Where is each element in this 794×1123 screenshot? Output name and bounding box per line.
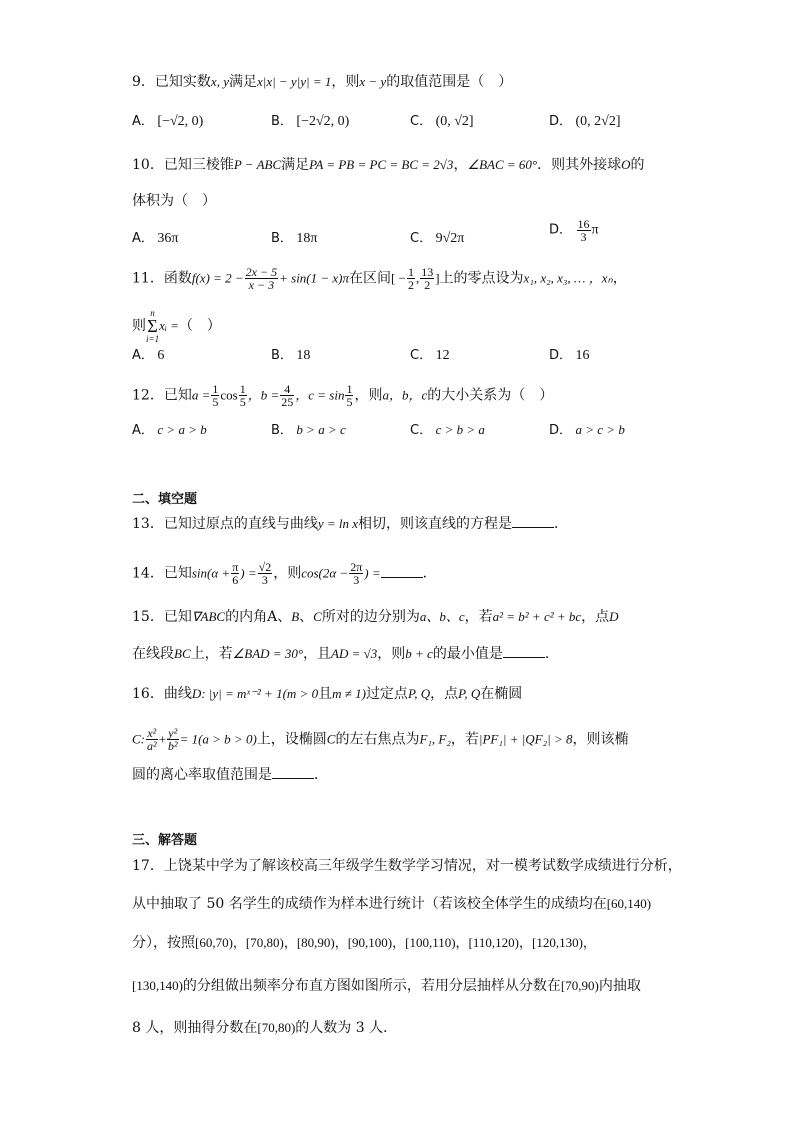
text: 内抽取 bbox=[598, 978, 641, 994]
option-label: D． bbox=[549, 348, 573, 363]
text: 的人数为 3 人． bbox=[295, 1020, 398, 1036]
option-label: D． bbox=[549, 114, 573, 129]
option-value: (0, √2] bbox=[435, 114, 474, 129]
text: ，点 bbox=[430, 686, 459, 702]
math: |PF₁| + |QF₂| > 8 bbox=[478, 731, 573, 747]
text: ，点 bbox=[581, 609, 610, 625]
math: + bbox=[158, 731, 166, 747]
text: 从中抽取了 50 名学生的成绩作为样本进行统计（若该校全体学生的成绩均在 bbox=[132, 896, 607, 912]
fraction bbox=[280, 383, 294, 408]
fraction bbox=[211, 383, 219, 408]
answer-blank[interactable] bbox=[503, 645, 545, 658]
question-11-line2 bbox=[132, 308, 221, 344]
text: 满足 bbox=[281, 157, 310, 173]
answer-blank[interactable] bbox=[272, 766, 314, 779]
numerator: π bbox=[232, 560, 239, 574]
text: 的 bbox=[630, 157, 645, 173]
text: 8 人，则抽得分数在 bbox=[132, 1020, 258, 1036]
numerator: 1 bbox=[346, 382, 353, 396]
question-17-line2 bbox=[132, 894, 651, 914]
text: 的左右焦点为 bbox=[335, 731, 420, 748]
text: 在线段 bbox=[132, 646, 174, 662]
text: 相切，则该直线的方程是 bbox=[358, 516, 513, 532]
text: ， bbox=[612, 270, 627, 287]
section-heading-solutions: 三、解答题 bbox=[132, 833, 198, 848]
text: 上，若 bbox=[190, 646, 233, 662]
math: ∠BAD = 30° bbox=[232, 646, 304, 661]
question-number: 12． bbox=[132, 387, 164, 404]
question-12-stem bbox=[132, 383, 553, 408]
fraction bbox=[239, 383, 247, 408]
math: BC bbox=[174, 646, 191, 661]
math: C bbox=[313, 609, 322, 624]
math: ) = bbox=[364, 565, 381, 581]
math: [130,140) bbox=[132, 978, 183, 993]
math: x₁, x₂, x₃, … ，xₙ bbox=[523, 270, 613, 286]
text: 已知实数 bbox=[154, 74, 211, 90]
text: ，则 bbox=[273, 565, 302, 582]
text: 曲线 bbox=[163, 686, 192, 702]
text: ．则其外接球 bbox=[537, 157, 622, 173]
numerator: y² bbox=[168, 726, 178, 740]
denominator: 5 bbox=[346, 395, 353, 409]
option-label: D． bbox=[549, 222, 573, 238]
option-label: A． bbox=[132, 348, 154, 363]
math: m ≠ 1) bbox=[332, 686, 366, 701]
denominator: 2 bbox=[424, 278, 431, 292]
fraction bbox=[258, 561, 273, 586]
denominator: 6 bbox=[232, 573, 239, 587]
math: PA = PB = PC = BC = 2√3 bbox=[309, 157, 454, 172]
denominator: 5 bbox=[239, 395, 246, 409]
option-value: 16 bbox=[575, 348, 590, 363]
option-label: C． bbox=[410, 114, 433, 129]
q9-option-a[interactable] bbox=[132, 112, 203, 132]
math: x − y bbox=[359, 74, 387, 89]
math: ，c = sin bbox=[295, 387, 345, 403]
math: ) = bbox=[240, 565, 257, 581]
denominator: 25 bbox=[281, 395, 294, 409]
math: a，b，c bbox=[382, 387, 428, 403]
numerator: 1 bbox=[407, 265, 414, 279]
option-label: C． bbox=[410, 231, 433, 246]
option-label: A． bbox=[132, 423, 154, 438]
q10-option-d[interactable] bbox=[549, 218, 599, 243]
q11-option-a[interactable] bbox=[132, 346, 164, 366]
text: 函数 bbox=[163, 270, 192, 287]
denominator: 3 bbox=[353, 573, 360, 587]
math: C bbox=[326, 731, 336, 747]
question-number: 15． bbox=[132, 609, 164, 625]
math: ∠BAC = 60° bbox=[467, 157, 538, 172]
math: P − ABC bbox=[233, 157, 282, 172]
option-label: C． bbox=[410, 348, 433, 363]
option-label: B． bbox=[271, 348, 293, 363]
q12-option-c[interactable] bbox=[410, 420, 485, 441]
option-value: 18π bbox=[296, 231, 318, 246]
text: ． bbox=[544, 646, 559, 662]
math: a² = b² + c² + bc bbox=[492, 609, 582, 624]
question-9-stem bbox=[132, 72, 512, 92]
option-value: 6 bbox=[157, 348, 165, 363]
question-16-line3 bbox=[132, 765, 328, 785]
question-16-line2 bbox=[132, 727, 628, 752]
text: ，若 bbox=[450, 731, 479, 748]
text: 已知 bbox=[163, 565, 192, 582]
fraction bbox=[577, 218, 591, 243]
option-label: B． bbox=[271, 231, 293, 246]
question-number: 16． bbox=[132, 686, 164, 702]
sum-lower: i=1 bbox=[146, 334, 160, 344]
fraction bbox=[345, 383, 353, 408]
text: 在区间 bbox=[349, 270, 392, 287]
option-value: [−2√2, 0) bbox=[296, 114, 350, 129]
option-label: D． bbox=[549, 423, 573, 438]
option-label: A． bbox=[132, 231, 154, 246]
math: C: bbox=[132, 731, 145, 747]
option-label: B． bbox=[271, 114, 293, 129]
text: 已知过原点的直线与曲线 bbox=[163, 516, 318, 532]
option-value: 36π bbox=[157, 231, 179, 246]
math: [ − bbox=[391, 270, 406, 286]
question-11-stem bbox=[132, 266, 627, 291]
q12-option-d[interactable] bbox=[549, 420, 625, 441]
question-number: 10． bbox=[132, 157, 164, 173]
text: 且 bbox=[318, 686, 333, 702]
text: ，则该椭 bbox=[572, 731, 629, 748]
text: ，则 bbox=[377, 646, 406, 662]
math: D bbox=[609, 609, 619, 624]
math: xᵢ = bbox=[159, 318, 179, 333]
numerator: 1 bbox=[239, 382, 246, 396]
question-number: 11． bbox=[132, 270, 164, 287]
math: b + c bbox=[405, 646, 433, 661]
text: 的取值范围是（ ） bbox=[386, 74, 513, 90]
denominator: 2 bbox=[407, 278, 414, 292]
q11-option-c[interactable] bbox=[410, 346, 450, 366]
numerator: 1 bbox=[212, 382, 219, 396]
text: 的内角A、 bbox=[225, 609, 292, 625]
option-value: b > a > c bbox=[296, 422, 346, 437]
text: 过定点 bbox=[365, 686, 408, 702]
math: ，b = bbox=[247, 387, 280, 403]
question-10-stem: 10．已知三棱锥P − ABC满足PA = PB = PC = BC = 2√3，∠BAC = 60°．则其外接球O的 bbox=[132, 157, 645, 173]
text: 的大小关系为（ ） bbox=[427, 387, 554, 404]
option-label: C． bbox=[410, 423, 433, 438]
option-label: B． bbox=[271, 423, 293, 438]
summation bbox=[146, 308, 159, 344]
option-value: c > b > a bbox=[435, 422, 485, 437]
math: a = bbox=[191, 387, 211, 403]
math: x, y bbox=[210, 74, 229, 89]
text: 在椭圆 bbox=[480, 686, 523, 702]
text: 分），按照 bbox=[132, 935, 195, 951]
math: a、b、c bbox=[419, 609, 465, 624]
text: ，则 bbox=[331, 74, 360, 90]
math: [60,140) bbox=[606, 896, 652, 911]
math: cos bbox=[220, 387, 238, 403]
math: ∇ABC bbox=[191, 609, 226, 624]
math: P, Q bbox=[458, 686, 481, 701]
question-number: 13． bbox=[132, 516, 164, 532]
math: ] bbox=[435, 270, 440, 286]
fraction bbox=[146, 727, 158, 752]
math: y = ln x bbox=[317, 516, 359, 531]
math: [70,80) bbox=[257, 1020, 296, 1035]
q12-option-a[interactable] bbox=[132, 420, 207, 441]
q10-option-a[interactable] bbox=[132, 229, 178, 249]
numerator: 16 bbox=[577, 217, 590, 231]
question-16-stem bbox=[132, 684, 522, 704]
sum-symbol: Σ bbox=[147, 316, 158, 336]
text: 则 bbox=[132, 318, 146, 334]
option-value: [−√2, 0) bbox=[157, 114, 204, 129]
text: 满足 bbox=[228, 74, 257, 90]
text: 上的零点设为 bbox=[439, 270, 524, 287]
text: 、 bbox=[299, 609, 314, 625]
numerator: 2x − 5 bbox=[245, 265, 278, 279]
q9-option-b[interactable] bbox=[271, 112, 349, 132]
math: AD = √3 bbox=[331, 646, 378, 661]
question-17-line4 bbox=[132, 976, 641, 996]
math: x|x| − y|y| = 1 bbox=[256, 74, 332, 89]
question-14-stem bbox=[132, 561, 437, 586]
text: 已知三棱锥 bbox=[163, 157, 234, 173]
math: + sin(1 − x)π bbox=[279, 270, 350, 286]
fraction bbox=[245, 266, 278, 291]
question-15-line2 bbox=[132, 644, 559, 664]
question-10-line2: 体积为（ ） bbox=[132, 193, 216, 209]
fraction bbox=[231, 561, 239, 586]
math: D: |y| = mˣ⁻² + 1(m > 0 bbox=[191, 686, 319, 701]
section-heading-fill-in: 二、填空题 bbox=[132, 492, 198, 507]
text: ，且 bbox=[303, 646, 332, 662]
answer-blank[interactable] bbox=[381, 565, 423, 578]
math: P, Q bbox=[407, 686, 431, 701]
option-value: 18 bbox=[296, 348, 311, 363]
text: （ ） bbox=[178, 318, 221, 334]
numerator: 2π bbox=[350, 560, 363, 574]
text: 已知 bbox=[163, 609, 192, 625]
math: O bbox=[621, 157, 631, 172]
text: 圆的离心率取值范围是 bbox=[132, 767, 272, 783]
numerator: 4 bbox=[280, 383, 294, 396]
option-value: 12 bbox=[435, 348, 450, 363]
text: ，若 bbox=[464, 609, 493, 625]
math: B bbox=[291, 609, 300, 624]
q11-option-d[interactable] bbox=[549, 346, 590, 366]
fraction bbox=[420, 266, 434, 291]
sum-upper: n bbox=[150, 308, 155, 318]
math: f(x) = 2 − bbox=[191, 270, 244, 286]
denominator: 3 bbox=[261, 573, 268, 587]
denominator: 3 bbox=[580, 230, 587, 244]
fraction bbox=[407, 266, 415, 291]
text: 上，设椭圆 bbox=[256, 731, 327, 748]
text: ，则 bbox=[354, 387, 383, 404]
question-number: 9． bbox=[132, 74, 155, 90]
question-17-line1: 17．上饶某中学为了解该校高三年级学生数学学习情况，对一模考试数学成绩进行分析， bbox=[132, 858, 682, 874]
numerator: x² bbox=[147, 726, 157, 740]
text: 的最小值是 bbox=[432, 646, 503, 662]
text: 所对的边分别为 bbox=[321, 609, 420, 625]
q9-option-d[interactable] bbox=[549, 112, 621, 132]
question-15-stem bbox=[132, 607, 619, 627]
text: 的分组做出频率分布直方图如图所示，若用分层抽样从分数在 bbox=[182, 978, 561, 994]
denominator: b² bbox=[167, 739, 178, 753]
q11-option-b[interactable] bbox=[271, 346, 310, 366]
text: ． bbox=[422, 565, 437, 582]
math: , bbox=[415, 270, 420, 286]
math: [70,90) bbox=[560, 978, 599, 993]
text: 已知 bbox=[163, 387, 192, 404]
fraction bbox=[167, 727, 179, 752]
denominator: x − 3 bbox=[248, 278, 275, 292]
option-label: A． bbox=[132, 114, 154, 129]
answer-blank[interactable] bbox=[512, 515, 554, 528]
q10-option-c[interactable] bbox=[410, 229, 464, 249]
q9-option-c[interactable] bbox=[410, 112, 474, 132]
math: sin(α + bbox=[191, 565, 231, 581]
math: = 1(a > b > 0) bbox=[179, 731, 257, 747]
math: F₁, F₂ bbox=[419, 731, 451, 747]
q12-option-b[interactable] bbox=[271, 420, 346, 441]
option-value: a > c > b bbox=[575, 422, 625, 437]
text: ． bbox=[554, 516, 569, 532]
text: ． bbox=[314, 767, 328, 783]
denominator: 5 bbox=[212, 395, 219, 409]
math: cos(2α − bbox=[301, 565, 349, 581]
option-value: π bbox=[591, 222, 599, 238]
numerator: √2 bbox=[258, 560, 272, 574]
question-17-line3 bbox=[132, 933, 596, 953]
math: [60,70)，[70,80)，[80,90)，[90,100)，[100,110)，[110,120)，[120,130)， bbox=[195, 935, 596, 950]
denominator: a² bbox=[147, 739, 157, 753]
question-17-line5 bbox=[132, 1018, 397, 1038]
numerator: 13 bbox=[421, 265, 434, 279]
q10-option-b[interactable] bbox=[271, 229, 318, 249]
fraction bbox=[349, 561, 363, 586]
option-value: 9√2π bbox=[435, 231, 465, 246]
question-number: 14． bbox=[132, 565, 164, 582]
option-value: (0, 2√2] bbox=[575, 114, 621, 129]
question-13-stem bbox=[132, 514, 568, 534]
option-value: c > a > b bbox=[157, 422, 207, 437]
